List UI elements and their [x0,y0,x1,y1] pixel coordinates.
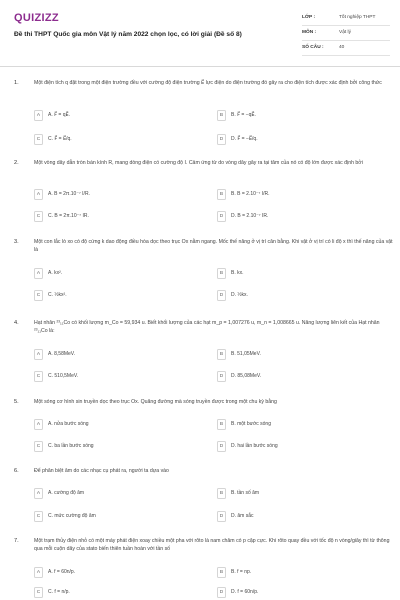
question-text: Để phân biệt âm do các nhạc cụ phát ra, người ta dựa vào [34,468,169,474]
question-number: 7. [14,538,19,544]
option-letter-box: B [217,567,226,578]
question-number: 2. [14,160,19,166]
option-d[interactable] [217,371,367,383]
option-text: D. 85,08MeV. [231,373,262,379]
option-b[interactable] [217,349,367,361]
meta-value: Vật lý [339,30,351,35]
option-letter-box: D [217,211,226,222]
header [0,0,400,64]
option-text: C. mức cường độ âm [48,513,96,519]
option-c[interactable] [34,290,184,302]
option-b[interactable] [217,567,367,579]
option-text: B. f = np. [231,569,252,575]
option-b[interactable] [217,268,367,280]
option-a[interactable] [34,419,184,431]
option-d[interactable] [217,511,367,523]
question-text: Hạt nhân ²³₁₁Co có khối lượng m_Co = 59,934 u. Biết khối lượng của các hạt m_p = 1,007276 u, m_n = 1,008665 u. Năng lượng liên kết của Hạt nhân ²³₁₁Co là: [34,320,380,334]
option-c[interactable] [34,134,184,146]
option-text: D. ½kx. [231,292,248,298]
option-d[interactable] [217,441,367,453]
meta-value: Tốt nghiệp THPT [339,15,376,20]
option-letter-box: D [217,511,226,522]
option-text: C. F⃗ = E⃗/q. [48,136,72,142]
option-letter-box: C [34,371,43,382]
option-text: A. F⃗ = qE⃗. [48,112,71,118]
option-a[interactable] [34,268,184,280]
option-letter-box: A [34,110,43,121]
option-text: A. f = 60n/p. [48,569,76,575]
option-letter-box: C [34,211,43,222]
option-b[interactable] [217,189,367,201]
option-c[interactable] [34,511,184,523]
option-letter-box: D [217,290,226,301]
meta-table [302,11,390,56]
option-c[interactable] [34,211,184,223]
option-letter-box: D [217,371,226,382]
option-letter-box: B [217,488,226,499]
question-text: Một trạm thủy điện nhỏ có một máy phát điện xoay chiều một pha với rôto là nam châm có p cặp cực. Khi rôto quay đều với tốc độ n vòng/giây thì từ thông qua mỗi cuộn dây của stato biến thiên tuần hoàn với tần số [34,538,390,552]
option-text: D. B = 2.10⁻⁷ IR. [231,213,269,219]
option-letter-box: A [34,567,43,578]
quizizz-logo: QUIZIZZ [14,12,59,24]
meta-label: MÔN : [302,30,317,35]
question-text: Một vòng dây dẫn tròn bán kính R, mang dòng điện có cường độ I. Cảm ứng từ do vòng dây gây ra tại tâm của nó có độ lớn được xác định bởi [34,160,363,166]
header-divider [0,66,400,67]
question-text: Một điện tích q đặt trong một điện trường đều với cường độ điện trường E⃗ lực điện do điện trường đó gây ra cho điện tích được xác định bởi công thức [34,80,382,86]
option-c[interactable] [34,441,184,453]
meta-row-class [302,11,390,26]
option-letter-box: A [34,189,43,200]
option-text: A. B = 2π.10⁻⁷ I/R. [48,191,90,197]
meta-label: SỐ CÂU : [302,45,324,50]
option-text: B. một bước sóng [231,421,271,427]
option-letter-box: C [34,587,43,598]
option-text: B. B = 2.10⁻⁷ I/R. [231,191,270,197]
option-letter-box: C [34,134,43,145]
option-letter-box: D [217,587,226,598]
option-b[interactable] [217,488,367,500]
option-text: C. B = 2π.10⁻⁷ IR. [48,213,89,219]
question-number: 6. [14,468,19,474]
meta-row-subject [302,26,390,41]
option-a[interactable] [34,349,184,361]
option-text: B. tần số âm [231,490,260,496]
option-text: A. cường độ âm [48,490,85,496]
option-a[interactable] [34,488,184,500]
option-letter-box: B [217,419,226,430]
option-c[interactable] [34,371,184,383]
meta-value: 40 [339,45,345,50]
option-a[interactable] [34,189,184,201]
option-b[interactable] [217,110,367,122]
option-letter-box: C [34,441,43,452]
option-text: B. 51,05MeV. [231,351,261,357]
question-number: 5. [14,399,19,405]
option-text: B. F⃗ = −qE⃗. [231,112,256,118]
option-letter-box: A [34,488,43,499]
option-letter-box: C [34,290,43,301]
option-letter-box: B [217,268,226,279]
option-text: C. 510,5MeV. [48,373,79,379]
option-text: B. kx. [231,270,244,276]
option-letter-box: B [217,110,226,121]
option-letter-box: D [217,134,226,145]
option-d[interactable] [217,211,367,223]
option-text: D. f = 60n/p. [231,589,259,595]
option-letter-box: A [34,419,43,430]
question-text: Một con lắc lò xo có độ cứng k dao động điều hòa dọc theo trục Ox nằm ngang. Mốc thế năng ở vị trí cân bằng. Khi vật ở vị trí có li độ x thì thế năng của vật là [34,239,393,253]
option-letter-box: B [217,349,226,360]
option-text: C. ba lần bước sóng [48,443,94,449]
option-text: A. 8,58MeV. [48,351,76,357]
option-text: D. âm sắc [231,513,254,519]
option-letter-box: D [217,441,226,452]
option-text: A. kx². [48,270,63,276]
question-text: Một sóng cơ hình sin truyền dọc theo trục Ox. Quãng đường mà sóng truyền được trong một chu kỳ bằng [34,399,277,405]
option-text: D. F⃗ = −E⃗/q. [231,136,258,142]
option-letter-box: C [34,511,43,522]
option-letter-box: A [34,268,43,279]
option-text: D. hai lần bước sóng [231,443,278,449]
option-d[interactable] [217,290,367,302]
option-d[interactable] [217,134,367,146]
question-number: 3. [14,239,19,245]
option-text: C. ½kx². [48,292,67,298]
option-text: C. f = n/p. [48,589,70,595]
option-text: A. nửa bước sóng [48,421,89,427]
option-a[interactable] [34,110,184,122]
meta-row-count [302,41,390,56]
option-letter-box: B [217,189,226,200]
option-letter-box: A [34,349,43,360]
meta-label: LỚP : [302,15,316,20]
option-d[interactable] [217,587,367,599]
option-c[interactable] [34,587,184,599]
document-title: Đề thi THPT Quốc gia môn Vật lý năm 2022 chọn lọc, có lời giải (Đề số 8) [14,31,242,38]
question-number: 4. [14,320,19,326]
question-number: 1. [14,80,19,86]
option-a[interactable] [34,567,184,579]
option-b[interactable] [217,419,367,431]
